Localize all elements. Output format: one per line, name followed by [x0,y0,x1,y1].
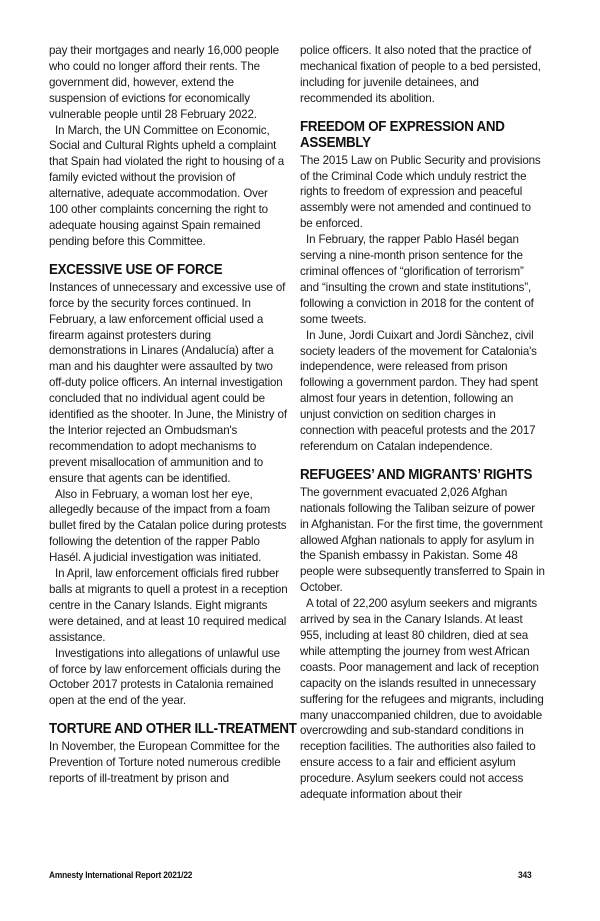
paragraph-foam-bullet: Also in February, a woman lost her eye, allegedly because of the impact from a foam bullet fired by the Catalan police during protests following the detention of the rapper Pablo Hasél. A judicial investigation was initiated. [49,487,287,565]
heading-torture: TORTURE AND OTHER ILL-TREATMENT [49,721,297,738]
paragraph-un-committee: In March, the UN Committee on Economic, Social and Cultural Rights upheld a complaint that Spain had violated the right to housing of a family evicted without the provision of alternative, adequate accommodation. Over 100 other complaints concerning the right to adequate housing against Spain remained pending before this Committee. [49,123,285,248]
paragraph-mechanical-fixation: police officers. It also noted that the practice of mechanical fixation of people to a bed persisted, including for juvenile detainees, and recommended its abolition. [300,44,541,105]
heading-refugees-migrants: REFUGEES’ AND MIGRANTS’ RIGHTS [300,466,533,483]
left-column [49,43,297,787]
page-number: 343 [518,870,532,881]
paragraph-public-security-law: The 2015 Law on Public Security and provisions of the Criminal Code which unduly restrict the rights to freedom of expression and peaceful assembly were not amended and continued to be enforced. [300,153,541,231]
paragraph-torture-committee: In November, the European Committee for the Prevention of Torture noted numerous credible reports of ill-treatment by prison and [49,740,281,786]
paragraph-rubber-balls: In April, law enforcement officials fired rubber balls at migrants to quell a protest in a reception centre in the Canary Islands. Eight migrants were detained, and at least 10 required medical assistance. [49,567,288,644]
paragraph-canary-arrivals: A total of 22,200 asylum seekers and migrants arrived by sea in the Canary Islands. At least 955, including at least 80 children, died at sea while attempting the journey from west African coasts. Poor management and lack of reception capacity on the islands resulted in unnecessary suffering for the refugees and migrants, including many unaccompanied children, due to avoidable overcrowding and sub-standard conditions in reception facilities. The authorities also failed to ensure access to a fair and efficient asylum procedure. Asylum seekers could not access adequate information about their [300,597,544,802]
paragraph-afghan-evacuation: The government evacuated 2,026 Afghan nationals following the Taliban seizure of power in Afghanistan. For the first time, the government allowed Afghan nationals to apply for asylum in the Spanish embassy in Pakistan. Some 48 people were subsequently transferred to Spain in October. [300,485,545,595]
footer-publication-title: Amnesty International Report 2021/22 [49,870,193,881]
paragraph-catalonia-investigations: Investigations into allegations of unlawful use of force by law enforcement officials during the October 2017 protests in Catalonia remained open at the end of the year. [49,646,281,708]
heading-excessive-use-of-force: EXCESSIVE USE OF FORCE [49,261,223,278]
right-column [300,43,545,803]
paragraph-evictions: pay their mortgages and nearly 16,000 people who could no longer afford their rents. The government did, however, extend the suspension of evictions for economically vulnerable people until 28 February 2022. [49,44,279,121]
heading-freedom-of-expression: FREEDOM OF EXPRESSION AND ASSEMBLY [300,118,505,151]
paragraph-force-instances: Instances of unnecessary and excessive use of force by the security forces continued. In February, a law enforcement official used a firearm against protesters during demonstrations in Linares (Andalucía) after a man and his daughter were assaulted by two off-duty police officers. An internal investigation concluded that no individual agent could be identified as the shooter. In June, the Ministry of the Interior rejected an Ombudsman's recommendation to adopt mechanisms to prevent misallocation of ammunition and to ensure that agents can be identified. [49,280,287,485]
paragraph-pardon: In June, Jordi Cuixart and Jordi Sànchez, civil society leaders of the movement for Catalonia's independence, were released from prison following a government pardon. They had spent almost four years in detention, following an unjust conviction on sedition charges in connection with peaceful protests and the 2017 referendum on Catalan independence. [300,328,538,453]
paragraph-pablo-hasel: In February, the rapper Pablo Hasél began serving a nine-month prison sentence for the criminal offences of “glorification of terrorism” and “insulting the crown and state institutions”, following a conviction in 2018 for the content of some tweets. [300,233,534,326]
